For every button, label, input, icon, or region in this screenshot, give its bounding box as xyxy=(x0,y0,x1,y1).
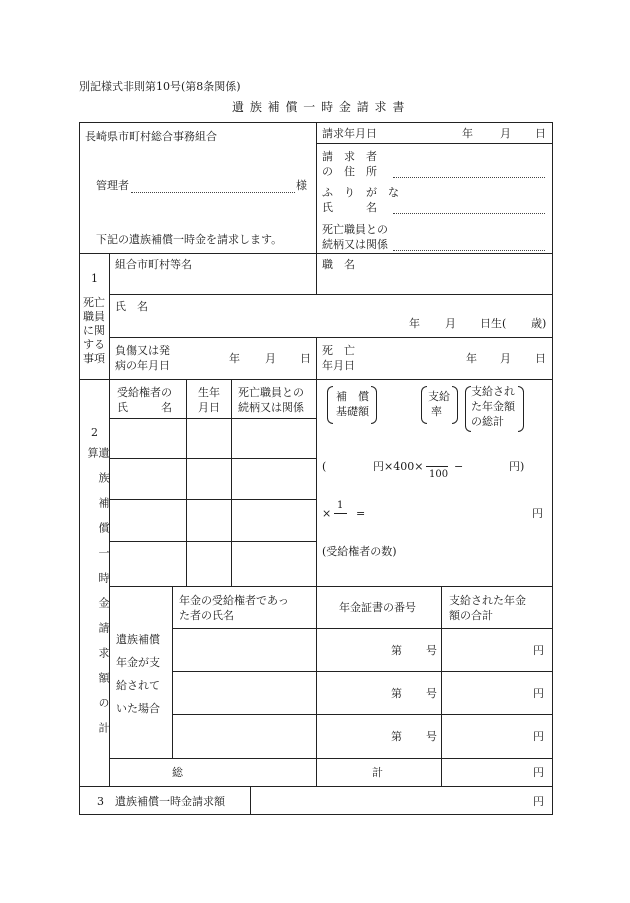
rate-label: 支給 xyxy=(428,390,450,403)
address-field[interactable] xyxy=(393,177,545,178)
rule xyxy=(109,541,316,542)
month-label: 月 xyxy=(500,352,511,365)
rule xyxy=(109,337,553,338)
section-3-number: 3 xyxy=(97,795,104,808)
yen-label: 円 xyxy=(533,644,544,657)
rule xyxy=(172,628,553,629)
rule xyxy=(109,294,553,295)
dai-label: 第 xyxy=(391,644,402,657)
day-label: 日 xyxy=(535,352,546,365)
dai-label: 第 xyxy=(391,687,402,700)
birth-header-2: 月日 xyxy=(198,401,220,414)
manager-label: 管理者 xyxy=(96,179,129,192)
claimant-label: 請 求 者 xyxy=(322,150,377,163)
go-label: 号 xyxy=(426,644,437,657)
fraction-numerator: 1 xyxy=(337,500,344,511)
manager-field[interactable] xyxy=(131,192,295,193)
section-3-label: 遺族補償一時金請求額 xyxy=(115,795,225,808)
bracket-left xyxy=(421,386,427,424)
birth-day-label: 日生( xyxy=(480,317,507,330)
total-label-2: 計 xyxy=(372,766,383,779)
relation-header: 死亡職員との xyxy=(238,386,304,399)
section-1-number: 1 xyxy=(91,272,98,285)
divider xyxy=(250,786,251,815)
beneficiary-header-2: 氏 名 xyxy=(117,401,172,414)
divider xyxy=(316,379,317,786)
month-label: 月 xyxy=(265,352,276,365)
rule xyxy=(79,786,553,787)
divider xyxy=(316,337,317,379)
death-date-label-2: 年月日 xyxy=(322,359,355,372)
bracket-right xyxy=(371,386,377,424)
section-2-number: 2 xyxy=(91,426,98,439)
sama-label: 様 xyxy=(296,179,307,192)
yen-label: 円 xyxy=(533,766,544,779)
rule xyxy=(172,671,553,672)
base-amount-label: 補 償 xyxy=(336,390,369,403)
form-reference: 別記様式非則第10号(第8条関係) xyxy=(79,80,241,93)
rule xyxy=(109,418,316,419)
fraction-bar xyxy=(426,466,448,467)
yen-label: 円 xyxy=(533,687,544,700)
divider xyxy=(231,379,232,586)
yen-label: 円 xyxy=(532,507,543,520)
rate-label-2: 率 xyxy=(431,405,442,418)
go-label: 号 xyxy=(426,687,437,700)
bracket-right xyxy=(452,386,458,424)
formula-multiply: 円×400× xyxy=(373,460,424,473)
formula-times: × xyxy=(322,507,332,520)
furigana-label: ふ り が な xyxy=(322,186,399,199)
birth-header: 生年 xyxy=(198,386,220,399)
year-label: 年 xyxy=(466,352,477,365)
paid-total-label-3: の総計 xyxy=(471,415,504,428)
base-amount-label-2: 基礎額 xyxy=(336,405,369,418)
fraction-denominator: 100 xyxy=(429,469,449,480)
death-date-label: 死 亡 xyxy=(322,344,355,357)
job-label: 職 名 xyxy=(322,258,355,271)
page-title: 遺 族 補 償 一 時 金 請 求 書 xyxy=(232,100,406,114)
deceased-name-label: 氏 名 xyxy=(115,300,148,313)
paid-sum-header: 支給された年金 xyxy=(449,594,526,607)
year-label: 年 xyxy=(462,127,473,140)
divider xyxy=(172,586,173,758)
paid-sum-header-2: 額の合計 xyxy=(449,609,493,622)
paid-total-label: 支給され xyxy=(471,385,515,398)
dai-label: 第 xyxy=(391,730,402,743)
paid-total-label-2: た年金額 xyxy=(471,400,515,413)
section-2-label: 遺族補償一時金請求額の計算 xyxy=(86,447,110,747)
certificate-number-header: 年金証書の番号 xyxy=(339,601,416,614)
section-1-label: 死亡職員に関する事項 xyxy=(83,296,105,365)
union-name: 長崎県市町村総合事務組合 xyxy=(85,130,217,143)
pension-case-label: 遺族補償 xyxy=(116,633,160,646)
bracket-right xyxy=(518,386,524,432)
divider xyxy=(316,122,317,253)
yen-label: 円 xyxy=(533,795,544,808)
beneficiary-header: 受給権者の xyxy=(117,386,172,399)
pension-name-header-2: た者の氏名 xyxy=(179,609,234,622)
bracket-left xyxy=(327,386,333,424)
formula-paren: ( xyxy=(322,460,327,473)
name-field[interactable] xyxy=(393,213,545,214)
formula-close: 円) xyxy=(509,460,525,473)
fraction-bar xyxy=(334,513,347,514)
day-label: 日 xyxy=(300,352,311,365)
formula-minus: − xyxy=(454,460,464,473)
pension-case-label-4: いた場合 xyxy=(116,702,160,715)
rule xyxy=(316,143,553,144)
request-date-label: 請求年月日 xyxy=(322,127,377,140)
request-statement: 下記の遺族補償一時金を請求します。 xyxy=(96,233,283,246)
rule xyxy=(109,586,553,587)
relation-field[interactable] xyxy=(393,250,545,251)
divider xyxy=(316,253,317,294)
pension-name-header: 年金の受給権者であっ xyxy=(179,594,289,607)
claimant-name-label: 氏 名 xyxy=(322,201,377,214)
rule xyxy=(172,714,553,715)
pension-case-label-2: 年金が支 xyxy=(116,656,160,669)
month-label: 月 xyxy=(500,127,511,140)
total-label: 総 xyxy=(172,766,183,779)
injury-date-label-2: 病の年月日 xyxy=(115,359,170,372)
divider xyxy=(441,586,442,786)
divider xyxy=(186,379,187,586)
formula-equals: = xyxy=(356,507,366,520)
claimant-address-label: の 住 所 xyxy=(322,165,377,178)
rule xyxy=(109,458,316,459)
rule xyxy=(109,758,553,759)
relation-label: 死亡職員との xyxy=(322,223,388,236)
yen-label: 円 xyxy=(533,730,544,743)
year-label: 年 xyxy=(229,352,240,365)
go-label: 号 xyxy=(426,730,437,743)
union-label: 組合市町村等名 xyxy=(115,258,192,271)
injury-date-label: 負傷又は発 xyxy=(115,344,170,357)
rule xyxy=(109,499,316,500)
age-label: 歳) xyxy=(531,317,547,330)
relation-label-2: 続柄又は関係 xyxy=(322,238,388,251)
beneficiary-count-label: (受給権者の数) xyxy=(322,545,397,558)
relation-header-2: 続柄又は関係 xyxy=(238,401,304,414)
pension-case-label-3: 給されて xyxy=(116,679,160,692)
month-label: 月 xyxy=(445,317,456,330)
day-label: 日 xyxy=(535,127,546,140)
year-label: 年 xyxy=(409,317,420,330)
